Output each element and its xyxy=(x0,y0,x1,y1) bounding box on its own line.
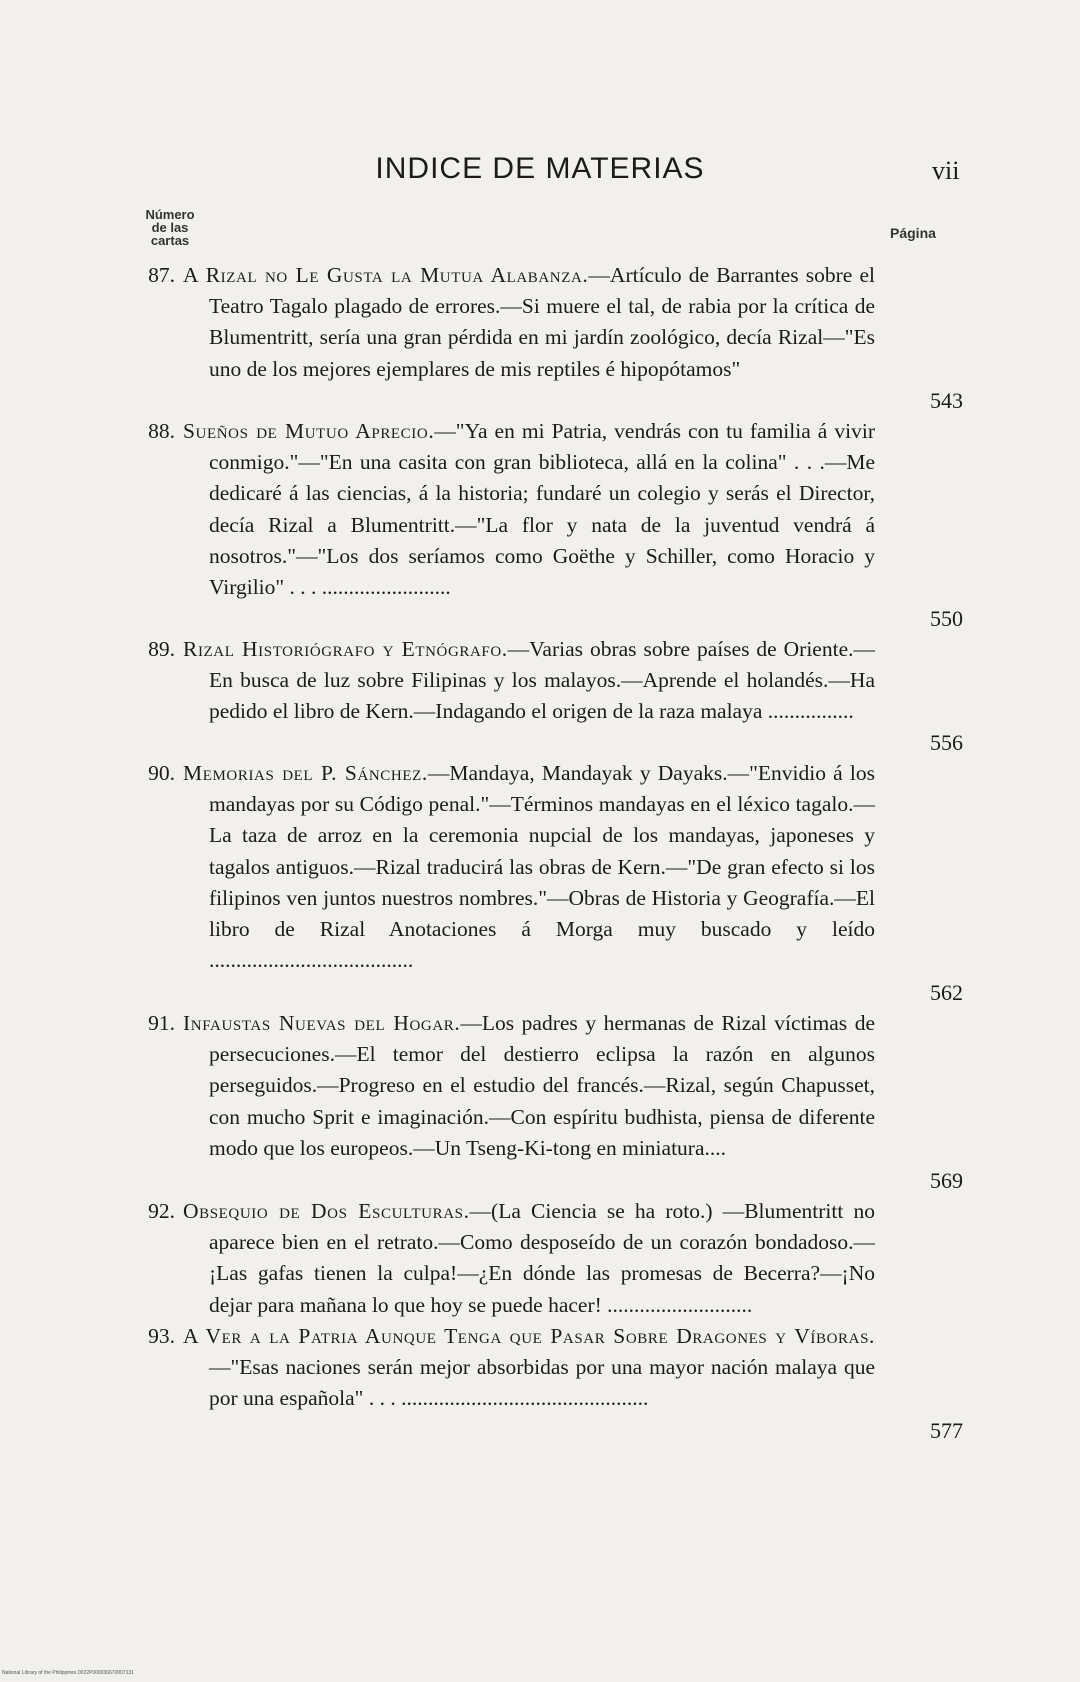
entry-text: —(La Ciencia se ha roto.) —Blumentritt no aparece bien en el retrato.—Como desposeído de un corazón bondadoso.—¡Las gafas tienen la culpa!—¿En dónde las promesas de Becerra?—¡No dejar para mañana lo que hoy se puede hacer! ........................... xyxy=(209,1199,875,1317)
column-label-letter-number: Número de las cartas xyxy=(145,207,195,248)
entry-heading: Sueños de Mutuo Aprecio. xyxy=(183,419,435,443)
entry-text: —Artículo de Barrantes sobre el Teatro Tagalo plagado de errores.—Si muere el tal, de rabia por la crítica de Blumentritt, sería una gran pérdida en mi jardín zoológico, decía Rizal—"Es uno de los mejores ejemplares de mis reptiles é hipopótamos" xyxy=(209,263,875,381)
entry-text: —"Ya en mi Patria, vendrás con tu familia á vivir conmigo."—"En una casita con gran biblioteca, allá en la colina" . . .—Me dedicaré á las ciencias, á la historia; fundaré un colegio y serás el Director, decía Rizal a Blumentritt.—"La flor y nata de la juventud vendrá á nosotros."—"Los dos seríamos como Goëthe y Schiller, como Horacio y Virgilio" . . . ........................ xyxy=(209,419,875,600)
contents-entry xyxy=(148,1196,875,1321)
page-title: INDICE DE MATERIAS xyxy=(375,152,705,185)
contents-list xyxy=(148,260,963,1446)
entry-page: 577 xyxy=(930,1417,963,1443)
contents-entry xyxy=(148,416,963,634)
entry-page: 543 xyxy=(930,387,963,413)
entry-number: 89. xyxy=(148,637,175,661)
entry-page: 562 xyxy=(930,979,963,1005)
entry-text: —Mandaya, Mandayak y Dayaks.—"Envidio á los mandayas por su Código penal."—Términos mandayas en el léxico tagalo.—La taza de arroz en la ceremonia nupcial de los mandayas, japoneses y tagalos antiguos.—Rizal traducirá las obras de Kern.—"De gran efecto si los filipinos ven juntos nuestros nombres."—Obras de Historia y Geografía.—El libro de Rizal Anotaciones á Morga muy buscado y leído ...................................... xyxy=(209,761,875,973)
contents-entry xyxy=(148,1321,963,1446)
entry-number: 92. xyxy=(148,1199,175,1223)
entry-heading: Infaustas Nuevas del Hogar. xyxy=(183,1011,461,1035)
entry-number: 87. xyxy=(148,263,175,287)
entry-text: —Varias obras sobre países de Oriente.—En busca de luz sobre Filipinas y los malayos.—Aprende el holandés.—Ha pedido el libro de Kern.—Indagando el origen de la raza malaya ................ xyxy=(209,637,875,724)
entry-number: 88. xyxy=(148,419,175,443)
column-label-page: Página xyxy=(890,225,936,241)
entry-page: 556 xyxy=(930,729,963,755)
entry-heading: Rizal Historiógrafo y Etnógrafo. xyxy=(183,637,508,661)
entry-heading: Obsequio de Dos Esculturas. xyxy=(183,1199,470,1223)
entry-heading: Memorias del P. Sánchez. xyxy=(183,761,428,785)
entry-number: 91. xyxy=(148,1011,175,1035)
entry-number: 93. xyxy=(148,1324,175,1348)
contents-entry xyxy=(148,758,963,1008)
contents-entry xyxy=(148,260,963,416)
page-number: vii xyxy=(932,156,960,185)
contents-entry xyxy=(148,634,963,758)
entry-page: 550 xyxy=(930,605,963,631)
entry-text: —Los padres y hermanas de Rizal víctimas de persecuciones.—El temor del destierro eclipsa la razón en algunos perseguidos.—Progreso en el estudio del francés.—Rizal, según Chapusset, con mucho Sprit e imaginación.—Con espíritu budhista, piensa de diferente modo que los europeos.—Un Tseng-Ki-tong en miniatura.... xyxy=(209,1011,875,1160)
scan-footer: National Library of the Philippines 0022P000036670007131 xyxy=(2,1670,135,1676)
entry-heading: A Ver a la Patria Aunque Tenga que Pasar Sobre Dragones y Víboras. xyxy=(183,1324,875,1348)
contents-entry xyxy=(148,1008,963,1196)
entry-text: —"Esas naciones serán mejor absorbidas por una mayor nación malaya que por una española" . . . .............................................. xyxy=(209,1355,875,1411)
entry-heading: A Rizal no Le Gusta la Mutua Alabanza. xyxy=(183,263,589,287)
entry-number: 90. xyxy=(148,761,175,785)
entry-page: 569 xyxy=(930,1167,963,1193)
